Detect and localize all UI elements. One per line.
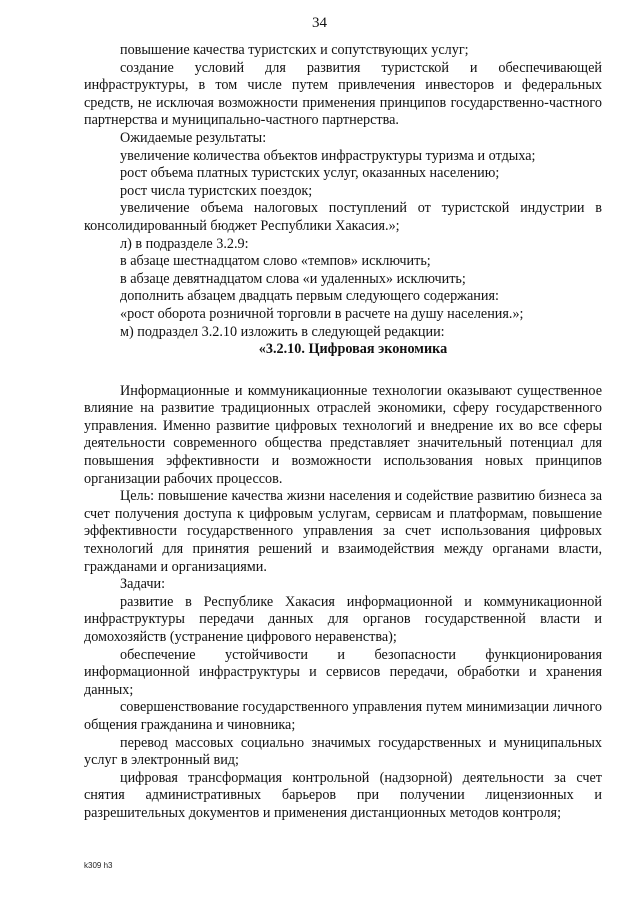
paragraph: в абзаце девятнадцатом слова «и удаленных» исключить; <box>120 270 466 287</box>
paragraph: «рост оборота розничной торговли в расчете на душу населения.»; <box>120 305 524 322</box>
paragraph: рост числа туристских поездок; <box>120 182 313 199</box>
section-heading: «3.2.10. Цифровая экономика <box>258 341 448 358</box>
paragraph: Цель: повышение качества жизни населения и содействие развитию бизнеса за счет получения доступа к цифровым услугам, сервисам и платформам, повышение эффективности государственного управления за счет использования цифровых технологий для принятия решений и взаимодействия между органами власти, гражданами и организациями. <box>84 488 602 575</box>
paragraph: Задачи: <box>120 576 166 593</box>
paragraph: совершенствование государственного управления путем минимизации личного общения гражданина и чиновника; <box>84 699 602 733</box>
paragraph: создание условий для развития туристской и обеспечивающей инфраструктуры, в том числе путем привлечения инвесторов и федеральных средств, не исключая возможности применения принципов государственно-частного партнерства и муниципально-частного партнерства. <box>84 59 602 129</box>
paragraph: цифровая трансформация контрольной (надзорной) деятельности за счет снятия административных барьеров при получении лицензионных и разрешительных документов и применения дистанционных методов контроля; <box>84 769 602 821</box>
paragraph: обеспечение устойчивости и безопасности функционирования информационной инфраструктуры и сервисов передачи, обработки и хранения данных; <box>84 646 602 698</box>
footer-code: k309 h3 <box>84 861 113 870</box>
page-number: 34 <box>312 15 327 31</box>
paragraph: увеличение объема налоговых поступлений от туристской индустрии в консолидированный бюджет Республики Хакасия.»; <box>84 200 602 234</box>
document-body <box>84 42 602 823</box>
paragraph: увеличение количества объектов инфраструктуры туризма и отдыха; <box>120 147 536 164</box>
paragraph: развитие в Республике Хакасия информационной и коммуникационной инфраструктуры передачи данных для органов государственной власти и домохозяйств (устранение цифрового неравенства); <box>84 593 602 645</box>
paragraph: м) подраздел 3.2.10 изложить в следующей редакции: <box>120 323 445 340</box>
paragraph: дополнить абзацем двадцать первым следующего содержания: <box>120 288 499 305</box>
paragraph: перевод массовых социально значимых государственных и муниципальных услуг в электронный вид; <box>84 734 602 769</box>
paragraph: Информационные и коммуникационные технологии оказывают существенное влияние на развитие традиционных отраслей экономики, сферу государственного управления. Именно развитие цифровых технологий и внедрение их во все сферы деятельности современного общества представляет значительный потенциал для повышения эффективности и возможности использования новых принципов организации рабочих процессов. <box>84 382 602 487</box>
paragraph: рост объема платных туристских услуг, оказанных населению; <box>120 165 500 182</box>
paragraph: в абзаце шестнадцатом слово «темпов» исключить; <box>120 253 431 270</box>
heading-spacer <box>84 359 602 383</box>
paragraph: повышение качества туристских и сопутствующих услуг; <box>120 42 469 58</box>
paragraph: Ожидаемые результаты: <box>120 129 267 146</box>
paragraph: л) в подразделе 3.2.9: <box>120 235 249 252</box>
